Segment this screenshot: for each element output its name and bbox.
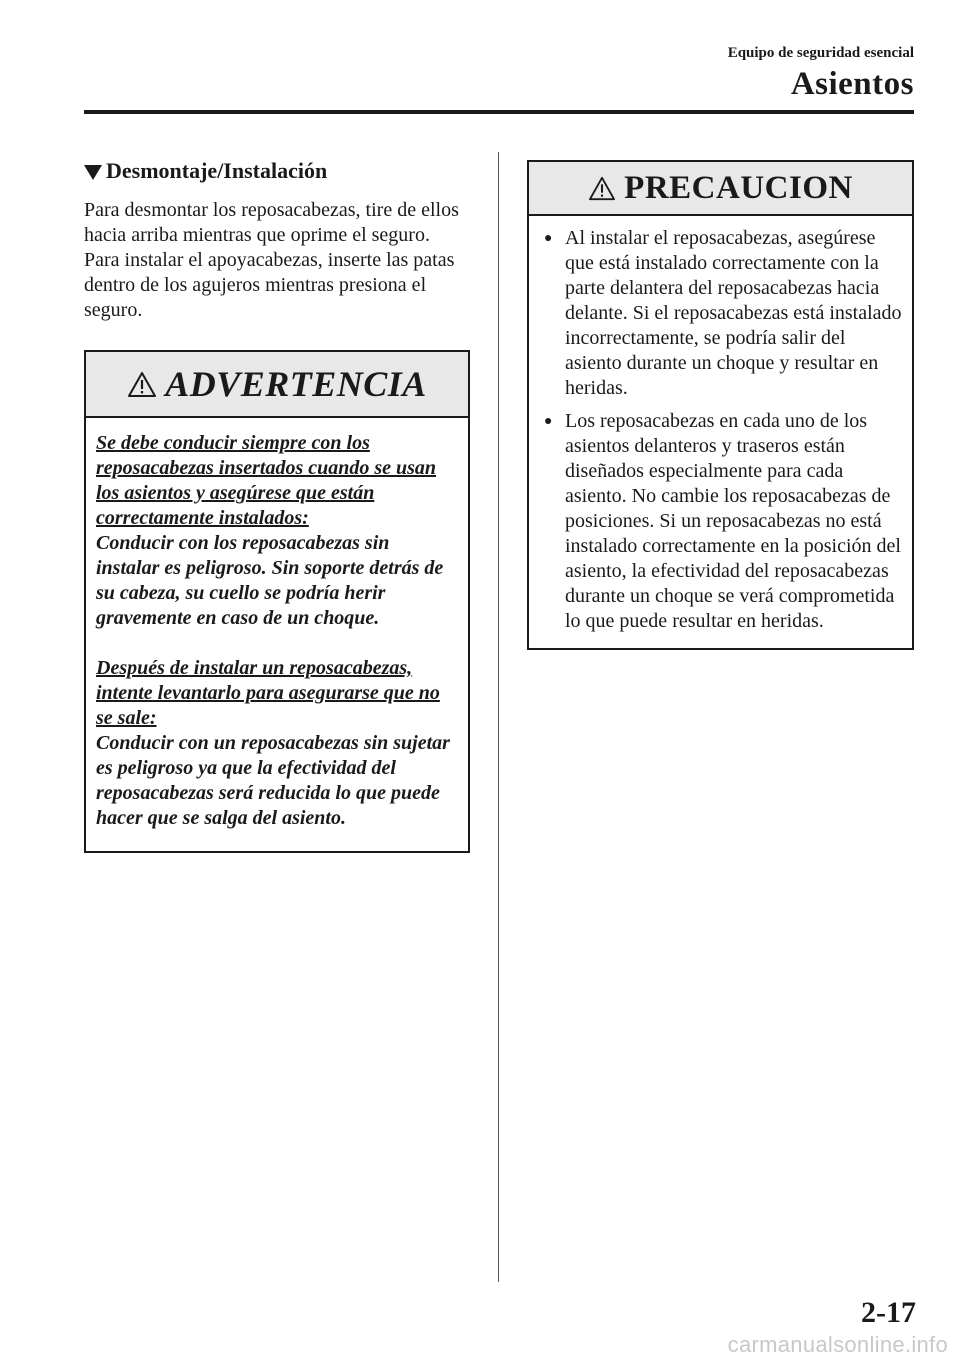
right-column [527, 160, 914, 650]
warning-text-2: Conducir con un reposacabezas sin sujetar es peligroso ya que la efectividad del reposacabezas será reducida lo que puede hacer que se salga del asiento. [96, 732, 450, 829]
caution-box [527, 160, 914, 650]
instruction-install: Para instalar el apoyacabezas, inserte las patas dentro de los agujeros mientras presiona el seguro. [84, 249, 455, 321]
warning-box [84, 350, 470, 853]
header-rule [84, 110, 914, 114]
caution-item [541, 226, 902, 401]
page-number: 2-17 [861, 1296, 916, 1329]
warning-text-1: Conducir con los reposacabezas sin instalar es peligroso. Sin soporte detrás de su cabeza, su cuello se podría herir gravemente en caso de un choque. [96, 532, 444, 629]
warning-title: ADVERTENCIA [165, 364, 427, 404]
caution-box-header [529, 162, 912, 216]
caution-title: PRECAUCION [624, 169, 853, 206]
caution-item-text: Al instalar el reposacabezas, asegúrese que está instalado correctamente con la parte delantera del reposacabezas hacia delante. Si el reposacabezas está instalado incorrectamente, se podría salir del asiento durante un choque y resultar en heridas. [565, 227, 902, 399]
section-heading [84, 156, 470, 186]
warning-triangle-icon [127, 371, 157, 398]
header-section-title: Equipo de seguridad esencial [727, 45, 914, 61]
warning-body [86, 418, 468, 851]
section-heading-text: Desmontaje/Instalación [106, 158, 328, 183]
warning-triangle-icon [588, 176, 616, 201]
left-column [84, 156, 470, 853]
instruction-remove: Para desmontar los reposacabezas, tire de ellos hacia arriba mientras que oprime el seguro. [84, 199, 459, 246]
header-chapter-title: Asientos [790, 66, 914, 102]
caution-item-text: Los reposacabezas en cada uno de los asientos delanteros y traseros están diseñados especialmente para cada asiento. No cambie los reposacabezas de posiciones. Si un reposacabezas no está instalado correctamente en la posición del asiento, la efectividad del reposacabezas durante un choque se verá comprometida lo que puede resultar en heridas. [565, 410, 901, 632]
down-triangle-icon [84, 165, 102, 180]
instructions [84, 198, 470, 323]
caution-item [541, 409, 902, 634]
warning-lead-2: Después de instalar un reposacabezas, intente levantarlo para asegurarse que no se sale: [96, 657, 440, 729]
column-divider [498, 152, 499, 1282]
bullet-icon: ● [544, 414, 553, 429]
watermark: carmanualsonline.info [727, 1332, 948, 1357]
page-header [728, 44, 914, 102]
bullet-icon: ● [544, 231, 553, 246]
warning-lead-1: Se debe conducir siempre con los reposacabezas insertados cuando se usan los asientos y asegúrese que están correctamente instalados: [96, 432, 437, 529]
caution-body [529, 216, 912, 648]
warning-box-header [86, 352, 468, 418]
